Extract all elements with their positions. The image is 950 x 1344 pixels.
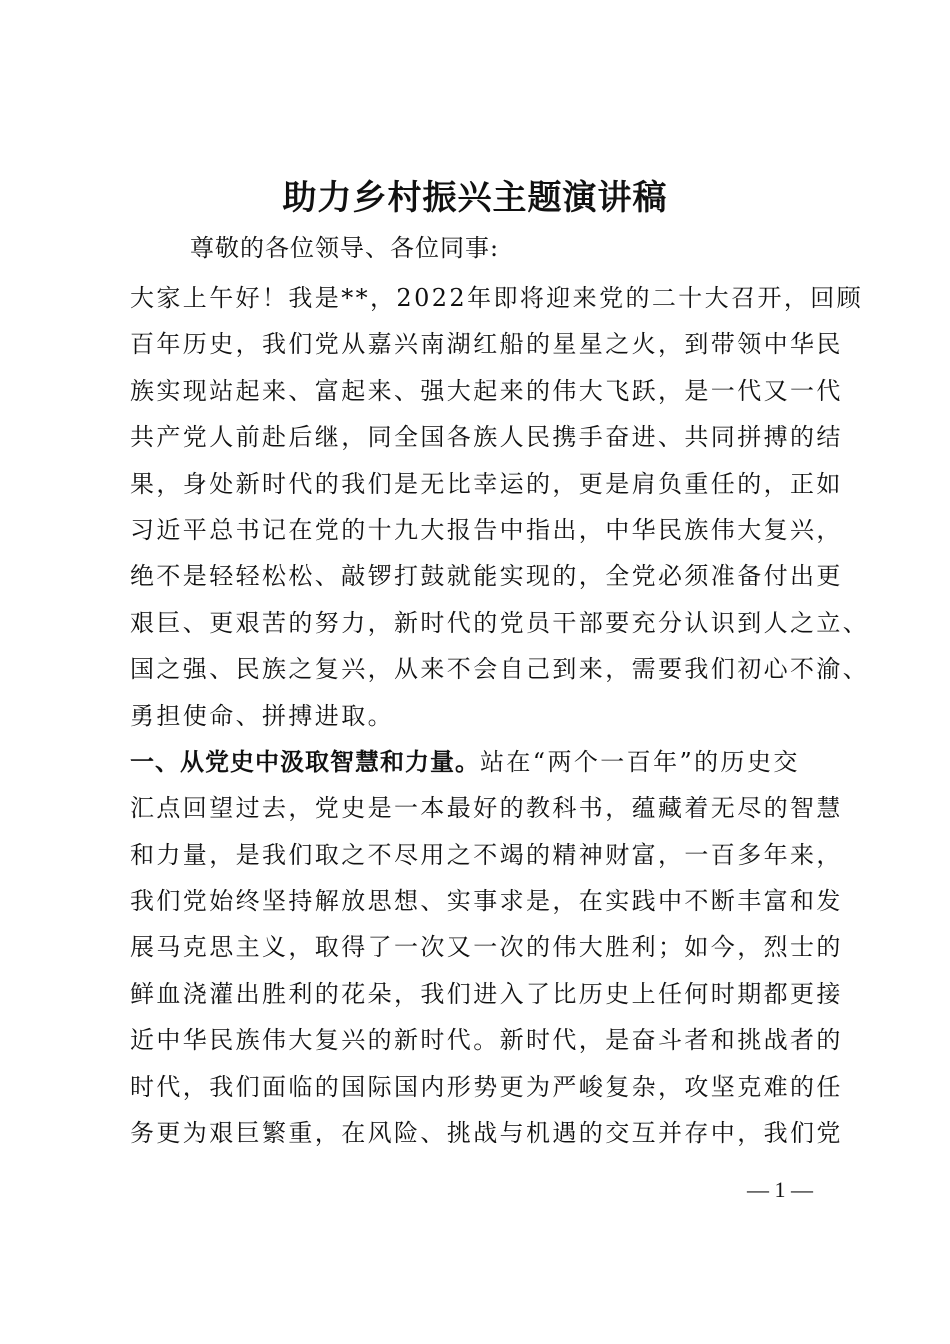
body-line: 展马克思主义，取得了一次又一次的伟大胜利；如今，烈士的 [130, 933, 843, 962]
body-line: 务更为艰巨繁重，在风险、挑战与机遇的交互并存中，我们党 [130, 1119, 843, 1148]
body-line: 果，身处新时代的我们是无比幸运的，更是肩负重任的，正如 [130, 469, 843, 498]
body-line: 绝不是轻轻松松、敲锣打鼓就能实现的，全党必须准备付出更 [130, 562, 843, 591]
body-line: 习近平总书记在党的十九大报告中指出，中华民族伟大复兴， [130, 515, 843, 544]
body-line: 百年历史，我们党从嘉兴南湖红船的星星之火，到带领中华民 [130, 330, 843, 359]
body-line: 族实现站起来、富起来、强大起来的伟大飞跃，是一代又一代 [130, 376, 843, 405]
section-heading-continuation: 站在“两个一百年”的历史交 [480, 747, 800, 776]
body-line: 时代，我们面临的国际国内形势更为严峻复杂，攻坚克难的任 [130, 1072, 843, 1101]
document-title: 助力乡村振兴主题演讲稿 [282, 178, 668, 218]
body-line: 艰巨、更艰苦的努力，新时代的党员干部要充分认识到人之立、 [130, 608, 870, 637]
section-heading: 一、从党史中汲取智慧和力量。 [130, 747, 480, 776]
body-line: 近中华民族伟大复兴的新时代。新时代，是奋斗者和挑战者的 [130, 1026, 843, 1055]
body-line: 国之强、民族之复兴，从来不会自己到来，需要我们初心不渝、 [130, 655, 870, 684]
salutation: 尊敬的各位领导、各位同事: [190, 234, 500, 262]
section-heading-line [130, 739, 890, 785]
page-number: — 1 — [747, 1177, 813, 1202]
body-text [130, 275, 890, 1156]
body-line: 鲜血浇灌出胜利的花朵，我们进入了比历史上任何时期都更接 [130, 979, 843, 1008]
body-line: 汇点回望过去，党史是一本最好的教科书，蕴藏着无尽的智慧 [130, 794, 843, 823]
body-line: 共产党人前赴后继，同全国各族人民携手奋进、共同拼搏的结 [130, 423, 843, 452]
body-line: 勇担使命、拼搏进取。 [130, 701, 394, 730]
body-line: 大家上午好！我是**，2022年即将迎来党的二十大召开，回顾 [130, 284, 864, 312]
body-line: 我们党始终坚持解放思想、实事求是，在实践中不断丰富和发 [130, 887, 843, 916]
body-line: 和力量，是我们取之不尽用之不竭的精神财富，一百多年来， [130, 840, 843, 869]
